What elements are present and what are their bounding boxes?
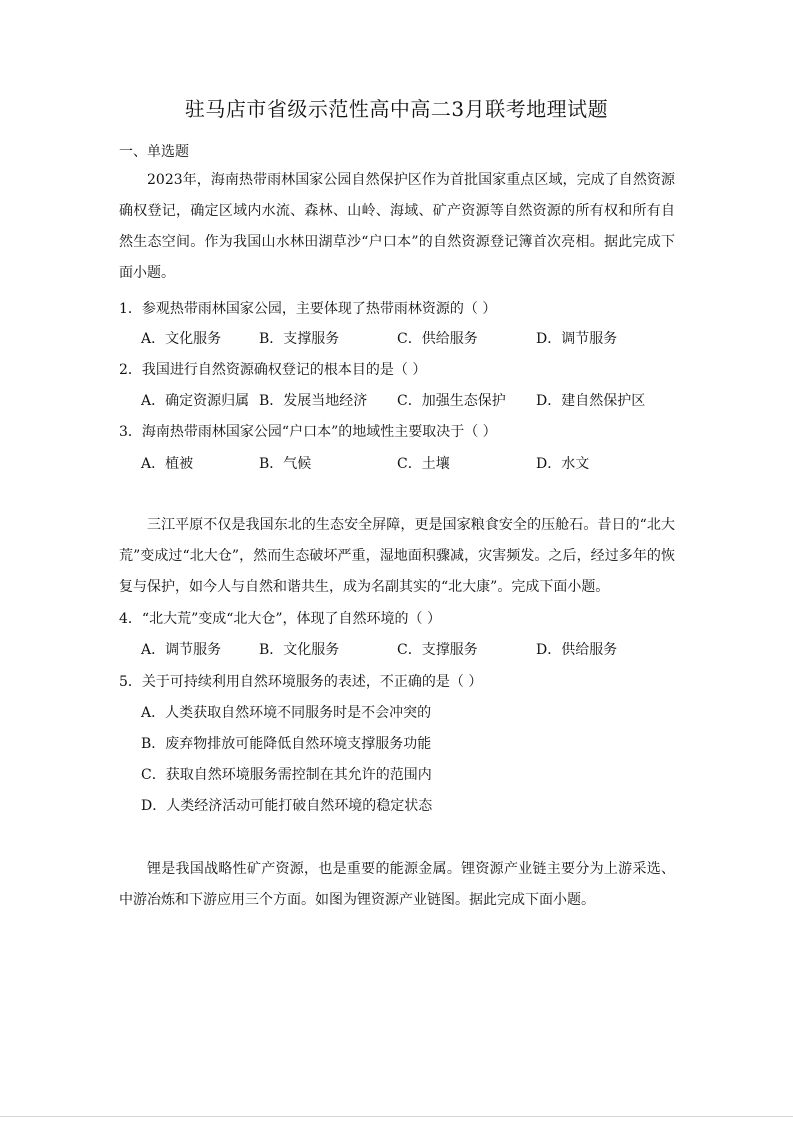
question-5-stem: 5．关于可持续利用自然环境服务的表述，不正确的是（ ） xyxy=(119,674,483,690)
question-4-stem: 4．“北大荒”变成“北大仓”，体现了自然环境的（ ） xyxy=(119,611,441,627)
page-bottom-divider xyxy=(0,1116,793,1117)
question-5-option-b[interactable]: B．废弃物排放可能降低自然环境支撑服务功能 xyxy=(141,736,432,752)
question-3-stem: 3．海南热带雨林国家公园“户口本”的地域性主要取决于（ ） xyxy=(119,424,497,440)
question-2-option-b[interactable]: B．发展当地经济 xyxy=(259,393,368,409)
question-1-option-c[interactable]: C．供给服务 xyxy=(397,331,478,347)
question-3-option-b[interactable]: B．气候 xyxy=(259,456,312,472)
question-3-option-d[interactable]: D．水文 xyxy=(536,456,590,472)
question-2-stem: 2．我国进行自然资源确权登记的根本目的是（ ） xyxy=(119,362,427,378)
question-5-option-c[interactable]: C．获取自然环境服务需控制在其允许的范围内 xyxy=(141,767,432,783)
question-1-option-d[interactable]: D．调节服务 xyxy=(536,331,618,347)
question-4-option-a[interactable]: A．调节服务 xyxy=(141,642,222,658)
passage-sanjiang-plain: 三江平原不仅是我国东北的生态安全屏障，更是国家粮食安全的压舱石。昔日的“北大荒”变成过“北大仓”，然而生态破坏严重，湿地面积骤减，灾害频发。之后，经过多年的恢复与保护，如今人与自然和谐共生，成为名副其实的“北大康”。完成下面小题。 xyxy=(119,517,675,595)
question-1-option-b[interactable]: B．支撑服务 xyxy=(259,331,340,347)
question-5-option-d[interactable]: D．人类经济活动可能打破自然环境的稳定状态 xyxy=(141,798,433,814)
question-3-option-c[interactable]: C．土壤 xyxy=(397,456,450,472)
question-4-option-d[interactable]: D．供给服务 xyxy=(536,642,618,658)
passage-lithium-resources: 锂是我国战略性矿产资源，也是重要的能源金属。锂资源产业链主要分为上游采选、中游冶炼和下游应用三个方面。如图为锂资源产业链图。据此完成下面小题。 xyxy=(119,861,675,908)
question-1-option-a[interactable]: A．文化服务 xyxy=(141,331,222,347)
question-2-option-d[interactable]: D．建自然保护区 xyxy=(536,393,646,409)
question-1-stem: 1．参观热带雨林国家公园，主要体现了热带雨林资源的（ ） xyxy=(119,301,497,317)
question-4-option-c[interactable]: C．支撑服务 xyxy=(397,642,478,658)
section-heading: 一、单选题 xyxy=(119,144,189,160)
passage-hainan-rainforest: 2023年，海南热带雨林国家公园自然保护区作为首批国家重点区域，完成了自然资源确权登记，确定区域内水流、森林、山岭、海域、矿产资源等自然资源的所有权和所有自然生态空间。作为我国山水林田湖草沙“户口本”的自然资源登记簿首次亮相。据此完成下面小题。 xyxy=(119,172,675,281)
page-title: 驻马店市省级示范性高中高二3月联考地理试题 xyxy=(184,97,609,121)
question-3-option-a[interactable]: A．植被 xyxy=(141,456,194,472)
question-3-options xyxy=(141,455,681,473)
question-2-option-c[interactable]: C．加强生态保护 xyxy=(397,393,506,409)
question-2-options xyxy=(141,392,681,410)
question-2-option-a[interactable]: A．确定资源归属 xyxy=(141,393,250,409)
question-5-option-a[interactable]: A．人类获取自然环境不同服务时是不会冲突的 xyxy=(141,705,432,721)
question-1-options xyxy=(141,330,681,348)
question-4-option-b[interactable]: B．文化服务 xyxy=(259,642,340,658)
question-4-options xyxy=(141,641,681,659)
